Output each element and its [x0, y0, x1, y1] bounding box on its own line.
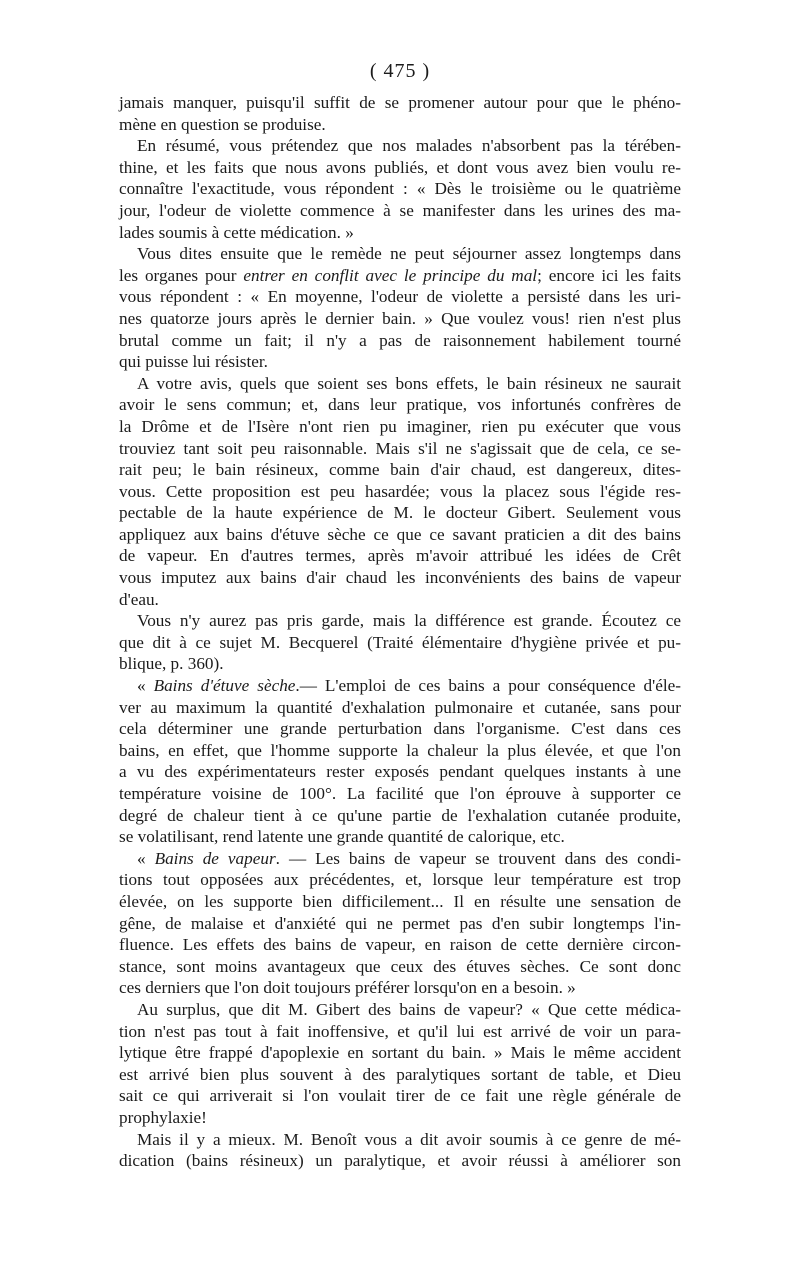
text-line: fluence. Les effets des bains de vapeur, en raison de cette dernière circon- — [119, 935, 681, 955]
text-line: A votre avis, quels que soient ses bons effets, le bain résineux ne saurait — [137, 373, 681, 393]
paragraph — [119, 92, 681, 135]
body-text — [119, 92, 681, 1172]
paragraph — [119, 1129, 681, 1172]
text-line: ver au maximum la quantité d'exhalation pulmonaire et cutanée, sans pour — [119, 697, 681, 717]
text-line: les organes pour entrer en conflit avec le principe du mal; encore ici les faits — [119, 265, 682, 285]
text-line: jour, l'odeur de violette commence à se manifester dans les urines des ma- — [119, 200, 681, 220]
text-line: température voisine de 100°. La facilité que l'on éprouve à supporter ce — [119, 784, 681, 803]
text-line: connaître l'exactitude, vous répondent : « Dès le troisième ou le quatrième — [119, 179, 681, 199]
text-line: dication (bains résineux) un paralytique, et avoir réussi à améliorer son — [119, 1151, 681, 1171]
text-line: bains, en effet, que l'homme supporte la chaleur la plus élevée, et que l'on — [119, 740, 681, 760]
paragraph — [119, 848, 681, 999]
text-line: rait peu; le bain résineux, comme bain d'air chaud, est dangereux, dites- — [119, 460, 681, 480]
text-line: de vapeur. En d'autres termes, après m'avoir attribué les idées de Crêt — [119, 546, 681, 566]
text-line: trouviez tant soit peu raisonnable. Mais s'il ne s'agissait que de cela, ce se- — [119, 438, 681, 458]
text-line: tion n'est pas tout à fait inoffensive, et qu'il lui est arrivé de voir un para- — [119, 1021, 681, 1041]
paragraph — [119, 135, 681, 243]
text-line: « Bains d'étuve sèche.— L'emploi de ces bains a pour conséquence d'éle- — [137, 676, 681, 696]
text-line: a vu des expérimentateurs rester exposés pendant quelques instants à une — [119, 762, 681, 782]
text-line: que dit à ce sujet M. Becquerel (Traité élémentaire d'hygiène privée et pu- — [119, 632, 681, 652]
paragraph — [119, 373, 681, 611]
text-line: d'eau. — [119, 589, 159, 609]
text-line: appliquez aux bains d'étuve sèche ce que ce savant praticien a dit des bains — [119, 524, 681, 544]
text-line: stance, sont moins avantageux que ceux des étuves sèches. Ce sont donc — [119, 956, 681, 976]
text-line: élevée, on les supporte bien difficilement... Il en résulte une sensation de — [119, 891, 681, 911]
text-line: vous. Cette proposition est peu hasardée; vous la placez sous l'égide res- — [119, 481, 681, 501]
text-line: thine, et les faits que nous avons publiés, et dont vous avez bien voulu re- — [119, 157, 681, 177]
text-line: En résumé, vous prétendez que nos malades n'absorbent pas la térében- — [137, 136, 681, 156]
text-line: jamais manquer, puisqu'il suffit de se promener autour pour que le phéno- — [119, 93, 681, 112]
page-number: ( 475 ) — [369, 60, 431, 82]
text-line: cela déterminer une grande perturbation dans l'organisme. C'est dans ces — [119, 719, 681, 739]
text-line: lades soumis à cette médication. » — [119, 222, 354, 242]
text-line: est arrivé bien plus souvent à des paralytiques sortant de table, et Dieu — [119, 1064, 681, 1084]
paragraph — [119, 999, 681, 1129]
text-line: Vous dites ensuite que le remède ne peut séjourner assez longtemps dans — [137, 244, 681, 264]
paragraph — [119, 610, 681, 675]
text-line: blique, p. 360). — [119, 654, 224, 674]
text-line: vous imputez aux bains d'air chaud les inconvénients des bains de vapeur — [119, 568, 681, 588]
text-line: ces derniers que l'on doit toujours préférer lorsqu'on en a besoin. » — [119, 978, 576, 998]
text-line: brutal comme un fait; il n'y a pas de raisonnement habilement tourné — [119, 330, 681, 350]
text-line: la Drôme et de l'Isère n'ont rien pu imaginer, rien pu exécuter que vous — [119, 416, 681, 436]
text-line: nes quatorze jours après le dernier bain. » Que voulez vous! rien n'est plus — [119, 308, 681, 328]
text-line: Mais il y a mieux. M. Benoît vous a dit avoir soumis à ce genre de mé- — [137, 1129, 681, 1149]
text-line: qui puisse lui résister. — [119, 352, 268, 372]
text-line: sait ce qui arriverait si l'on voulait tirer de ce fait une règle générale de — [119, 1086, 681, 1106]
text-line: « Bains de vapeur. — Les bains de vapeur se trouvent dans des condi- — [137, 848, 681, 868]
text-line: Vous n'y aurez pas pris garde, mais la différence est grande. Écoutez ce — [137, 611, 681, 631]
text-line: pectable de la haute expérience de M. le docteur Gibert. Seulement vous — [119, 503, 681, 523]
text-line: lytique être frappé d'apoplexie en sortant du bain. » Mais le même accident — [119, 1043, 681, 1063]
text-line: avoir le sens commun; et, dans leur pratique, vos infortunés confrères de — [119, 395, 681, 415]
paragraph — [119, 243, 681, 373]
text-line: gêne, de malaise et d'anxiété qui ne permet pas d'en subir longtemps l'in- — [119, 913, 681, 933]
text-line: vous répondent : « En moyenne, l'odeur de violette a persisté dans les uri- — [119, 287, 681, 307]
text-line: prophylaxie! — [119, 1107, 207, 1127]
text-line: se volatilisant, rend latente une grande quantité de calorique, etc. — [119, 827, 565, 847]
text-line: mène en question se produise. — [119, 114, 326, 134]
text-line: tions tout opposées aux précédentes, et, lorsque leur température est trop — [119, 870, 681, 890]
paragraph — [119, 675, 681, 848]
text-line: degré de chaleur tient à ce qu'une partie de l'exhalation cutanée produite, — [119, 805, 681, 825]
text-line: Au surplus, que dit M. Gibert des bains de vapeur? « Que cette médica- — [137, 999, 681, 1019]
